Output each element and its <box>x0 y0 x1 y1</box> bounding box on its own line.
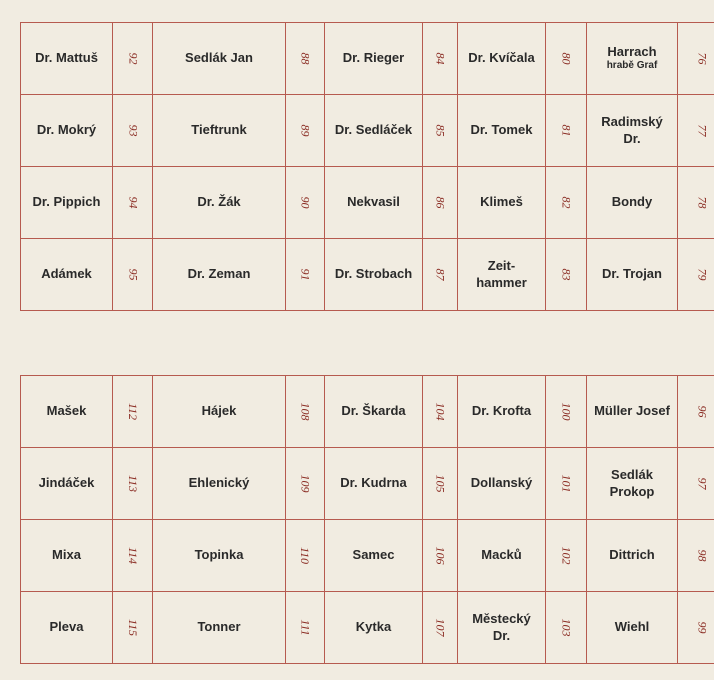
seat-number-cell <box>546 376 587 448</box>
seat-row <box>21 376 714 448</box>
deputy-name: Sedlák Jan <box>185 50 253 66</box>
deputy-name: Mašek <box>46 403 87 419</box>
seat-number: 87 <box>433 268 448 281</box>
seat-number-cell <box>423 376 458 448</box>
deputy-name: Bondy <box>611 194 653 210</box>
seat-number-cell <box>546 95 587 167</box>
seat-number-cell <box>546 448 587 520</box>
seat-number: 78 <box>695 196 709 209</box>
deputy-name: Tieftrunk <box>191 122 247 138</box>
deputy-name-cell <box>458 376 546 448</box>
seat-number: 104 <box>433 402 448 421</box>
deputy-name: Dr. Tomek <box>470 122 533 138</box>
seat-number: 108 <box>298 402 313 421</box>
seat-number: 90 <box>298 196 313 209</box>
seat-number-cell <box>678 520 714 592</box>
seat-number-cell <box>113 95 153 167</box>
deputy-name: Radimský <box>601 114 663 130</box>
deputy-name-cell <box>325 95 423 167</box>
seat-number-cell <box>423 95 458 167</box>
seat-number: 86 <box>433 196 448 209</box>
deputy-name: Dr. Kudrna <box>340 475 407 491</box>
top-table-body <box>21 23 714 311</box>
seat-number: 93 <box>126 124 140 137</box>
seat-number: 102 <box>559 546 574 565</box>
seat-number: 76 <box>695 52 709 65</box>
deputy-name: Sedlák <box>611 467 653 483</box>
deputy-name: Zeit- <box>487 258 516 274</box>
deputy-name: Dr. Mokrý <box>36 122 97 138</box>
seat-number-cell <box>678 448 714 520</box>
seat-number-cell <box>423 592 458 664</box>
deputy-name: Dollanský <box>470 475 533 491</box>
deputy-name: Macků <box>481 547 522 563</box>
deputy-name: Městecký <box>472 611 531 627</box>
deputy-name: Adámek <box>41 266 92 282</box>
seat-number-cell <box>113 592 153 664</box>
seat-row <box>21 23 714 95</box>
deputy-name-cell <box>21 23 113 95</box>
seat-number-cell <box>286 592 325 664</box>
seat-number: 115 <box>125 618 140 637</box>
deputy-name: Jindáček <box>38 475 95 491</box>
deputy-name: Dr. Zeman <box>187 266 251 282</box>
deputy-name-subline: hammer <box>476 274 527 290</box>
deputy-name-cell <box>21 95 113 167</box>
seat-number: 79 <box>695 268 709 281</box>
seat-number-cell <box>546 520 587 592</box>
deputy-name-cell <box>587 167 678 239</box>
deputy-name: Wiehl <box>614 619 650 635</box>
deputy-name-cell <box>153 520 286 592</box>
seat-number-cell <box>546 23 587 95</box>
seat-number-cell <box>286 376 325 448</box>
deputy-name-cell <box>153 376 286 448</box>
seat-number: 101 <box>559 474 574 493</box>
seat-number-cell <box>678 95 714 167</box>
deputy-name-cell <box>21 448 113 520</box>
seat-number-cell <box>286 95 325 167</box>
deputy-name-cell <box>325 520 423 592</box>
deputy-name-cell <box>153 448 286 520</box>
seat-number: 81 <box>559 124 574 137</box>
deputy-name: Dr. Sedláček <box>334 122 413 138</box>
seat-number-cell <box>113 167 153 239</box>
seat-number: 114 <box>125 546 140 565</box>
seat-number: 85 <box>433 124 448 137</box>
seat-row <box>21 448 714 520</box>
seat-row <box>21 239 714 311</box>
seat-number: 109 <box>298 474 313 493</box>
deputy-name-cell <box>21 239 113 311</box>
deputy-name-cell <box>325 167 423 239</box>
deputy-name: Dr. Kvíčala <box>468 50 535 66</box>
seat-number: 106 <box>433 546 448 565</box>
seat-number: 97 <box>695 477 709 490</box>
deputy-name: Dr. Škarda <box>341 403 406 419</box>
seat-number: 89 <box>298 124 313 137</box>
deputy-name-cell <box>153 95 286 167</box>
deputy-name-cell <box>325 239 423 311</box>
deputy-name: Mixa <box>52 547 81 563</box>
deputy-name: Müller Josef <box>594 403 670 419</box>
seat-number-cell <box>113 376 153 448</box>
bottom-seating-table <box>20 375 714 664</box>
seat-number-cell <box>678 23 714 95</box>
deputy-name-cell <box>21 167 113 239</box>
seat-number: 107 <box>433 618 448 637</box>
seat-number-cell <box>678 376 714 448</box>
deputy-name: Dr. Pippich <box>32 194 101 210</box>
deputy-name-cell <box>325 23 423 95</box>
seat-number-cell <box>113 448 153 520</box>
seat-number: 77 <box>695 124 709 137</box>
seat-number: 110 <box>298 546 313 565</box>
seat-number: 92 <box>126 52 140 65</box>
deputy-name: Topinka <box>194 547 244 563</box>
seat-number-cell <box>286 448 325 520</box>
deputy-name: Dr. Trojan <box>602 266 662 282</box>
seat-number-cell <box>546 239 587 311</box>
deputy-name-cell <box>153 239 286 311</box>
deputy-name-subline: Dr. <box>623 130 641 146</box>
deputy-name-cell <box>325 592 423 664</box>
seat-number: 111 <box>298 619 313 636</box>
bottom-table-body <box>21 376 714 664</box>
top-seating-table <box>20 22 714 311</box>
deputy-name-cell <box>587 520 678 592</box>
deputy-name-cell <box>587 23 678 95</box>
deputy-name-cell <box>587 239 678 311</box>
seat-number-cell <box>678 239 714 311</box>
deputy-name: Kytka <box>355 619 392 635</box>
seat-number-cell <box>423 448 458 520</box>
deputy-name: Dittrich <box>609 547 655 563</box>
seat-number: 80 <box>559 52 574 65</box>
deputy-name: Ehlenický <box>188 475 250 491</box>
seat-number-cell <box>423 167 458 239</box>
seat-number: 105 <box>433 474 448 493</box>
deputy-name: Dr. Mattuš <box>35 50 98 66</box>
deputy-name-cell <box>458 23 546 95</box>
deputy-name-cell <box>153 592 286 664</box>
deputy-name: Dr. Strobach <box>334 266 413 282</box>
deputy-name: Samec <box>352 547 395 563</box>
deputy-name: Nekvasil <box>347 194 400 210</box>
seat-number: 88 <box>298 52 313 65</box>
seat-number-cell <box>286 239 325 311</box>
seat-number: 91 <box>298 268 313 281</box>
deputy-name: Dr. Rieger <box>342 50 405 66</box>
deputy-name-cell <box>21 520 113 592</box>
seat-number-cell <box>423 520 458 592</box>
deputy-name-cell <box>587 592 678 664</box>
seat-number: 95 <box>126 268 140 281</box>
deputy-name-cell <box>153 23 286 95</box>
deputy-name-cell <box>458 448 546 520</box>
seat-number: 96 <box>695 405 709 418</box>
deputy-name: Dr. Žák <box>197 194 241 210</box>
seat-number-cell <box>286 23 325 95</box>
seat-number-cell <box>286 167 325 239</box>
deputy-name-cell <box>458 239 546 311</box>
seat-number-cell <box>113 23 153 95</box>
seat-number: 113 <box>125 474 140 493</box>
deputy-name-cell <box>153 167 286 239</box>
seat-number-cell <box>113 239 153 311</box>
seat-number: 112 <box>125 402 140 421</box>
seat-number-cell <box>423 23 458 95</box>
seat-number-cell <box>546 167 587 239</box>
seat-row <box>21 520 714 592</box>
seat-number: 82 <box>559 196 574 209</box>
deputy-name: Klimeš <box>480 194 523 210</box>
deputy-name-cell <box>458 95 546 167</box>
deputy-name-cell <box>458 167 546 239</box>
seat-row <box>21 167 714 239</box>
deputy-name-cell <box>458 592 546 664</box>
seat-number-cell <box>678 592 714 664</box>
seat-number: 103 <box>559 618 574 637</box>
deputy-name-cell <box>587 376 678 448</box>
seat-number: 100 <box>559 402 574 421</box>
seat-row <box>21 95 714 167</box>
deputy-name-subline: hrabě Graf <box>606 60 658 72</box>
deputy-name: Hájek <box>201 403 237 419</box>
deputy-name-cell <box>458 520 546 592</box>
deputy-name-cell <box>21 376 113 448</box>
deputy-name: Dr. Krofta <box>471 403 532 419</box>
deputy-name-cell <box>325 376 423 448</box>
deputy-name-cell <box>587 95 678 167</box>
deputy-name: Pleva <box>49 619 84 635</box>
seat-number: 83 <box>559 268 574 281</box>
seat-number-cell <box>423 239 458 311</box>
deputy-name-cell <box>325 448 423 520</box>
deputy-name: Harrach <box>607 44 657 60</box>
seat-number-cell <box>678 167 714 239</box>
deputy-name-subline: Prokop <box>609 483 655 499</box>
deputy-name-cell <box>21 592 113 664</box>
seat-number: 94 <box>126 196 140 209</box>
deputy-name-subline: Dr. <box>492 627 511 643</box>
seat-number-cell <box>113 520 153 592</box>
seat-number: 98 <box>695 549 709 562</box>
seat-number-cell <box>546 592 587 664</box>
seat-number-cell <box>286 520 325 592</box>
seat-number: 84 <box>433 52 448 65</box>
deputy-name-cell <box>587 448 678 520</box>
seat-number: 99 <box>695 621 709 634</box>
deputy-name: Tonner <box>197 619 241 635</box>
seat-row <box>21 592 714 664</box>
